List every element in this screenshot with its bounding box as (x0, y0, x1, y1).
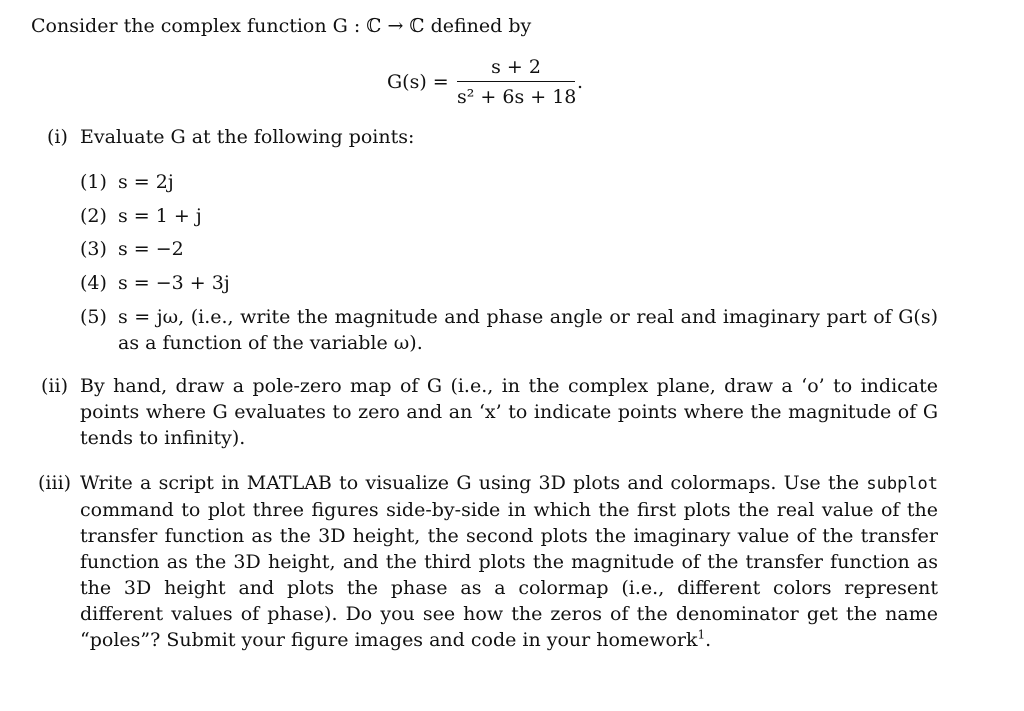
subplot-code: subplot (866, 474, 939, 494)
part-iii-text-after: command to plot three figures side-by-side in which the first plots the real value of the transfer function as the 3D height, the second plots the imaginary value of the transfer function as the 3D height, and the third plots the magnitude of the transfer function as the 3D height and plots the phase as a colormap (i.e., different colors represent different values of phase). Do you see how the zeros of the denominator get the name “poles”? Submit your figure images and code in your homework (80, 499, 938, 651)
sub-item-label: (1) (80, 171, 107, 193)
sub-item-label: (5) (80, 306, 107, 328)
sub-item-text: s = jω, (i.e., write the magnitude and phase angle or real and imaginary part of G(s) as a function of the variable ω). (118, 306, 938, 354)
equation-period: . (577, 71, 584, 93)
sub-item-label: (2) (80, 205, 107, 227)
part-iii-label: (iii) (38, 472, 72, 494)
intro-sentence: Consider the complex function G : ℂ → ℂ defined by (31, 15, 532, 37)
sub-item-text: s = −2 (118, 238, 184, 260)
equation-numerator: s + 2 (491, 56, 541, 78)
part-ii-label: (ii) (41, 375, 68, 397)
part-iii-end: . (705, 629, 712, 651)
part-ii (0, 373, 1024, 453)
fraction-bar (457, 81, 575, 82)
sub-item-text: s = −3 + 3j (118, 272, 230, 294)
part-iii-text (80, 470, 938, 653)
sub-item-label: (4) (80, 272, 107, 294)
sub-item-text: s = 2j (118, 171, 174, 193)
part-i (0, 124, 1024, 354)
part-i-label: (i) (47, 126, 68, 148)
part-i-text: Evaluate G at the following points: (80, 126, 415, 148)
footnote-mark: 1 (697, 627, 706, 642)
equation-fraction (457, 54, 575, 110)
sub-item-label: (3) (80, 238, 107, 260)
part-iii (0, 470, 1024, 660)
equation-lhs: G(s) = (387, 71, 449, 93)
sub-item-text: s = 1 + j (118, 205, 202, 227)
equation-denominator: s² + 6s + 18 (457, 86, 577, 109)
part-ii-text: By hand, draw a pole-zero map of G (i.e., in the complex plane, draw a ‘o’ to indicate points where G evaluates to zero and an ‘x’ to indicate points where the magnitude of G tends to infinity). (80, 375, 938, 449)
part-iii-text-before: Write a script in MATLAB to visualize G using 3D plots and colormaps. Use the (80, 472, 860, 494)
